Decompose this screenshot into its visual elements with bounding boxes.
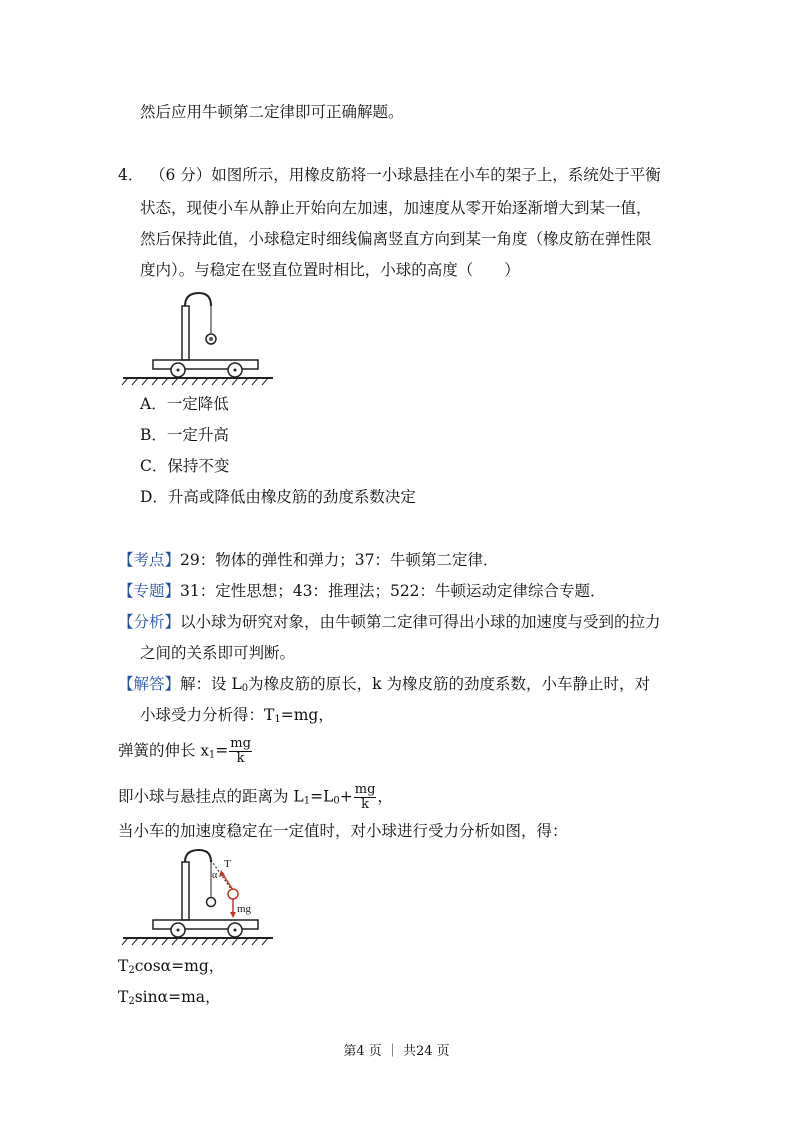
jieda-text-1b: 为橡皮筋的原长，k 为橡皮筋的劲度系数，小车静止时，对 bbox=[248, 675, 650, 693]
question-number: 4． bbox=[118, 166, 144, 184]
jieda-tag: 【解答】 bbox=[118, 675, 181, 693]
zhuanti-line bbox=[118, 581, 606, 601]
stretch-line bbox=[118, 737, 253, 766]
jieda-line bbox=[118, 674, 650, 699]
question-line-4: 度内）。与稳定在竖直位置时相比，小球的高度（ ） bbox=[140, 261, 520, 279]
alpha-label: α bbox=[212, 870, 218, 881]
eq1-sub: 2 bbox=[128, 965, 135, 976]
equation-2 bbox=[118, 987, 221, 1012]
distance-fraction-numerator: mg bbox=[354, 782, 376, 797]
tension-label: T bbox=[224, 858, 231, 870]
option-c: C．保持不变 bbox=[140, 457, 230, 475]
option-d: D．升高或降低由橡皮筋的劲度系数决定 bbox=[140, 488, 416, 506]
top-line: 然后应用牛顿第二定律即可正确解题。 bbox=[140, 103, 404, 121]
jieda-text-2b: =mg， bbox=[280, 706, 334, 724]
accel-line: 当小车的加速度稳定在一定值时，对小球进行受力分析如图，得： bbox=[118, 822, 568, 840]
kaodian-text: 29：物体的弹性和弹力；37：牛顿第二定律． bbox=[180, 551, 499, 569]
distance-fraction bbox=[354, 783, 377, 812]
eq1-rest: cosα=mg， bbox=[134, 957, 225, 975]
x1-symbol: x bbox=[200, 741, 209, 760]
fraction-mg-over-k bbox=[229, 737, 252, 766]
question-line-3: 然后保持此值，小球稳定时细线偏离竖直方向到某一角度（橡皮筋在弹性限 bbox=[140, 230, 652, 248]
distance-sub-1: 1 bbox=[303, 795, 311, 807]
distance-end: ， bbox=[377, 787, 393, 806]
question-line-2: 状态，现使小车从静止开始向左加速，加速度从零开始逐渐增大到某一值， bbox=[140, 199, 652, 217]
jieda-sub-0: 0 bbox=[241, 683, 249, 694]
x1-equals: = bbox=[215, 741, 229, 760]
eq2-sub: 2 bbox=[128, 996, 135, 1007]
option-b: B．一定升高 bbox=[140, 426, 229, 444]
cart-pendulum-figure bbox=[118, 288, 278, 388]
force-analysis-figure bbox=[118, 848, 278, 948]
question-line-1: （6 分）如图所示，用橡皮筋将一小球悬挂在小车的架子上，系统处于平衡 bbox=[150, 166, 661, 184]
eq2-rest: sinα=ma， bbox=[134, 988, 221, 1006]
zhuanti-text: 31：定性思想；43：推理法；522：牛顿运动定律综合专题． bbox=[180, 582, 606, 600]
distance-text-c: + bbox=[339, 787, 353, 806]
mg-label: mg bbox=[237, 903, 252, 915]
stretch-label: 弹簧的伸长 bbox=[118, 741, 201, 760]
equation-1 bbox=[118, 956, 224, 981]
option-a: A．一定降低 bbox=[140, 395, 229, 413]
fraction-denominator: k bbox=[236, 751, 245, 766]
fenxi-text-2: 之间的关系即可判断。 bbox=[140, 644, 296, 662]
distance-text-b: =L bbox=[310, 787, 334, 806]
page-footer: 第4 页 ｜ 共24 页 bbox=[343, 1044, 450, 1059]
x1-subscript: 1 bbox=[208, 749, 216, 761]
distance-fraction-denominator: k bbox=[361, 797, 370, 812]
fenxi-text-1: 以小球为研究对象，由牛顿第二定律可得出小球的加速度与受到的拉力 bbox=[180, 613, 661, 631]
kaodian-line bbox=[118, 550, 498, 570]
eq1-t: T bbox=[118, 957, 129, 975]
kaodian-tag: 【考点】 bbox=[118, 551, 181, 569]
jieda-line-2 bbox=[140, 705, 334, 730]
zhuanti-tag: 【专题】 bbox=[118, 582, 181, 600]
fraction-numerator: mg bbox=[230, 736, 251, 751]
jieda-sub-1: 1 bbox=[274, 714, 281, 725]
jieda-text-1a: 解：设 L bbox=[180, 675, 242, 693]
distance-sub-0: 0 bbox=[333, 795, 340, 807]
fenxi-line bbox=[118, 612, 661, 632]
distance-text-a: 即小球与悬挂点的距离为 L bbox=[118, 787, 304, 806]
fenxi-tag: 【分析】 bbox=[118, 613, 181, 631]
eq2-t: T bbox=[118, 988, 129, 1006]
jieda-text-2a: 小球受力分析得：T bbox=[140, 706, 275, 724]
distance-line bbox=[118, 783, 393, 812]
